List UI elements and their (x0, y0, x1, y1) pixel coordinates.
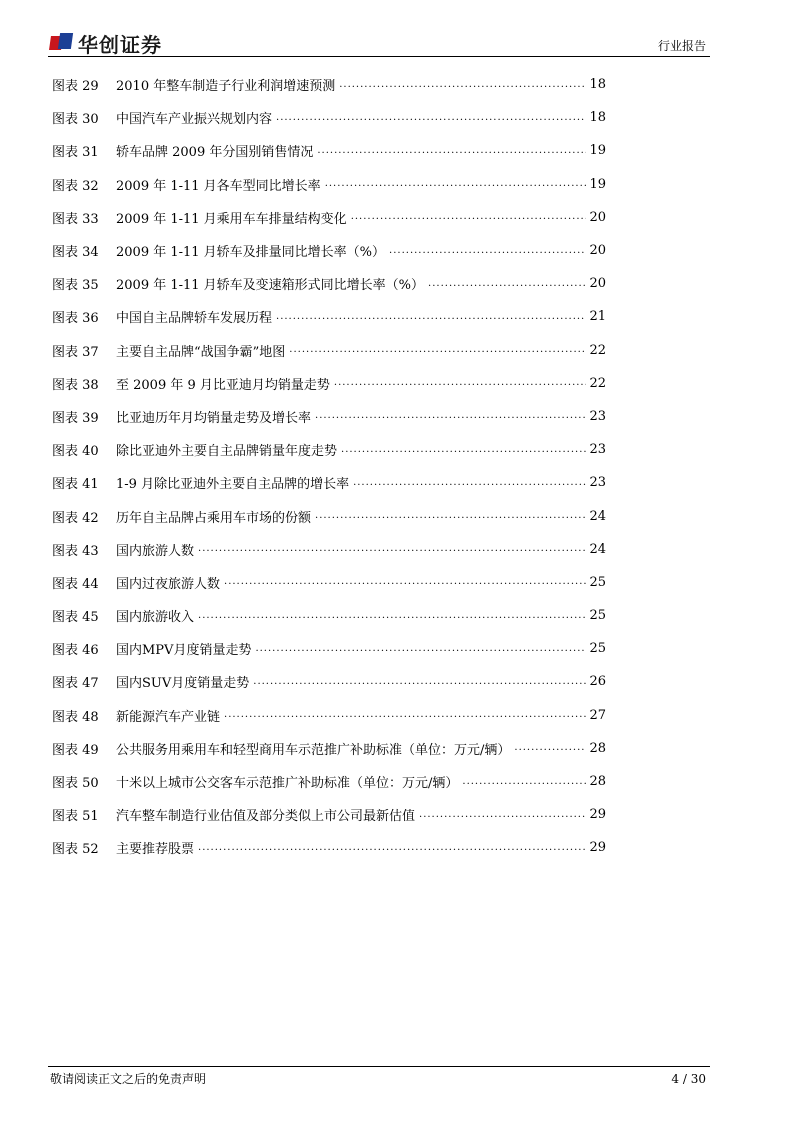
figure-label: 图表 48 (52, 709, 99, 725)
figure-label: 图表 31 (52, 145, 99, 161)
page-number: 23 (589, 408, 606, 424)
toc-entry[interactable] (52, 632, 606, 665)
dot-leader (224, 575, 586, 589)
figure-title: 汽车整车制造行业估值及部分类似上市公司最新估值 (116, 809, 416, 825)
toc-entry[interactable] (52, 566, 606, 599)
page-number: 20 (589, 276, 606, 292)
dot-leader (419, 808, 586, 822)
dot-leader (341, 443, 586, 457)
dot-leader (315, 409, 586, 423)
dot-leader (334, 376, 586, 390)
toc-entry[interactable] (52, 400, 606, 433)
page-number: 29 (589, 807, 606, 823)
dot-leader (276, 111, 586, 125)
toc-entry[interactable] (52, 134, 606, 167)
toc-entry[interactable] (52, 466, 606, 499)
figure-title: 国内SUV月度销量走势 (116, 676, 250, 692)
toc-entry[interactable] (52, 201, 606, 234)
page-number: 21 (589, 309, 606, 325)
figure-title: 十米以上城市公交客车示范推广补助标准（单位：万元/辆） (116, 776, 459, 792)
page-number: 18 (589, 110, 606, 126)
dot-leader (198, 841, 586, 855)
disclaimer-note: 敬请阅读正文之后的免责声明 (50, 1072, 207, 1086)
figure-title: 国内过夜旅游人数 (116, 576, 221, 592)
dot-leader (198, 609, 586, 623)
figure-label: 图表 51 (52, 809, 99, 825)
toc-entry[interactable] (52, 68, 606, 101)
figure-label: 图表 34 (52, 245, 99, 261)
toc-entry[interactable] (52, 300, 606, 333)
toc-entry[interactable] (52, 367, 606, 400)
page-header (48, 30, 710, 57)
page-number: 19 (589, 143, 606, 159)
page-number: 29 (589, 840, 606, 856)
page-number: 24 (589, 508, 606, 524)
toc-entry[interactable] (52, 267, 606, 300)
dot-leader (351, 210, 586, 224)
dot-leader (514, 741, 586, 755)
figure-title: 比亚迪历年月均销量走势及增长率 (116, 410, 312, 426)
dot-leader (276, 310, 586, 324)
page-number: 24 (589, 541, 606, 557)
figure-title: 主要推荐股票 (116, 842, 195, 858)
page-number: 25 (589, 641, 606, 657)
huachuang-logo-icon (48, 33, 74, 53)
figure-title: 主要自主品牌“战国争霸”地图 (116, 344, 286, 360)
figure-title: 2009 年 1-11 月轿车及变速箱形式同比增长率（%） (116, 278, 425, 294)
figure-label: 图表 33 (52, 211, 99, 227)
dot-leader (317, 144, 586, 158)
figure-title: 国内MPV月度销量走势 (116, 643, 252, 659)
page-number: 20 (589, 209, 606, 225)
toc-entry[interactable] (52, 765, 606, 798)
figure-title: 中国自主品牌轿车发展历程 (116, 311, 273, 327)
figure-title: 除比亚迪外主要自主品牌销量年度走势 (116, 444, 338, 460)
figure-label: 图表 30 (52, 112, 99, 128)
figure-label: 图表 38 (52, 377, 99, 393)
figure-label: 图表 49 (52, 742, 99, 758)
figure-label: 图表 29 (52, 79, 99, 95)
figure-label: 图表 40 (52, 444, 99, 460)
figure-title: 新能源汽车产业链 (116, 709, 221, 725)
page-number: 28 (589, 774, 606, 790)
dot-leader (353, 476, 586, 490)
toc-entry[interactable] (52, 699, 606, 732)
figure-label: 图表 43 (52, 543, 99, 559)
dot-leader (255, 642, 586, 656)
page-number: 19 (589, 176, 606, 192)
figure-title: 公共服务用乘用车和轻型商用车示范推广补助标准（单位：万元/辆） (116, 742, 511, 758)
toc-entry[interactable] (52, 334, 606, 367)
toc-entry[interactable] (52, 101, 606, 134)
toc-entry[interactable] (52, 533, 606, 566)
figure-title: 1-9 月除比亚迪外主要自主品牌的增长率 (116, 477, 350, 493)
figure-title: 2009 年 1-11 月各车型同比增长率 (116, 178, 321, 194)
figure-title: 国内旅游人数 (116, 543, 195, 559)
brand-name: 华创证券 (78, 32, 162, 57)
toc-entry[interactable] (52, 798, 606, 831)
toc-entry[interactable] (52, 665, 606, 698)
figure-title: 历年自主品牌占乘用车市场的份额 (116, 510, 312, 526)
brand-logo (48, 32, 162, 57)
toc-entry[interactable] (52, 831, 606, 864)
figure-label: 图表 46 (52, 643, 99, 659)
figure-title: 至 2009 年 9 月比亚迪月均销量走势 (116, 377, 330, 393)
figure-label: 图表 35 (52, 278, 99, 294)
dot-leader (224, 708, 586, 722)
dot-leader (325, 177, 586, 191)
page-footer (48, 1066, 710, 1091)
page-number: 23 (589, 442, 606, 458)
dot-leader (289, 343, 586, 357)
figure-label: 图表 44 (52, 576, 99, 592)
figure-label: 图表 52 (52, 842, 99, 858)
doc-type: 行业报告 (657, 39, 706, 53)
figure-title: 2009 年 1-11 月轿车及排量同比增长率（%） (116, 245, 386, 261)
dot-leader (315, 509, 586, 523)
figure-label: 图表 39 (52, 410, 99, 426)
figure-label: 图表 32 (52, 178, 99, 194)
figure-title: 2009 年 1-11 月乘用车车排量结构变化 (116, 211, 347, 227)
figure-label: 图表 50 (52, 776, 99, 792)
toc-entry[interactable] (52, 234, 606, 267)
toc-entry[interactable] (52, 599, 606, 632)
figure-label: 图表 47 (52, 676, 99, 692)
figure-title: 国内旅游收入 (116, 610, 195, 626)
figure-title: 中国汽车产业振兴规划内容 (116, 112, 273, 128)
dot-leader (389, 244, 586, 258)
figure-title: 轿车品牌 2009 年分国别销售情况 (116, 145, 314, 161)
toc-entry[interactable] (52, 499, 606, 532)
figure-index-list (52, 68, 606, 865)
page-number: 27 (589, 707, 606, 723)
page-number: 22 (589, 375, 606, 391)
page-number: 23 (589, 475, 606, 491)
page-number: 26 (589, 674, 606, 690)
page-number: 20 (589, 243, 606, 259)
page-number: 22 (589, 342, 606, 358)
figure-title: 2010 年整车制造子行业利润增速预测 (116, 79, 336, 95)
page-indicator: 4 / 30 (671, 1072, 706, 1086)
dot-leader (462, 775, 586, 789)
dot-leader (339, 78, 586, 92)
figure-label: 图表 45 (52, 610, 99, 626)
figure-label: 图表 36 (52, 311, 99, 327)
figure-label: 图表 37 (52, 344, 99, 360)
toc-entry[interactable] (52, 732, 606, 765)
page-number: 25 (589, 574, 606, 590)
dot-leader (198, 542, 586, 556)
page-number: 25 (589, 608, 606, 624)
page-number: 18 (589, 77, 606, 93)
page-number: 28 (589, 740, 606, 756)
figure-label: 图表 42 (52, 510, 99, 526)
toc-entry[interactable] (52, 433, 606, 466)
figure-label: 图表 41 (52, 477, 99, 493)
toc-entry[interactable] (52, 168, 606, 201)
dot-leader (428, 277, 586, 291)
dot-leader (253, 675, 586, 689)
